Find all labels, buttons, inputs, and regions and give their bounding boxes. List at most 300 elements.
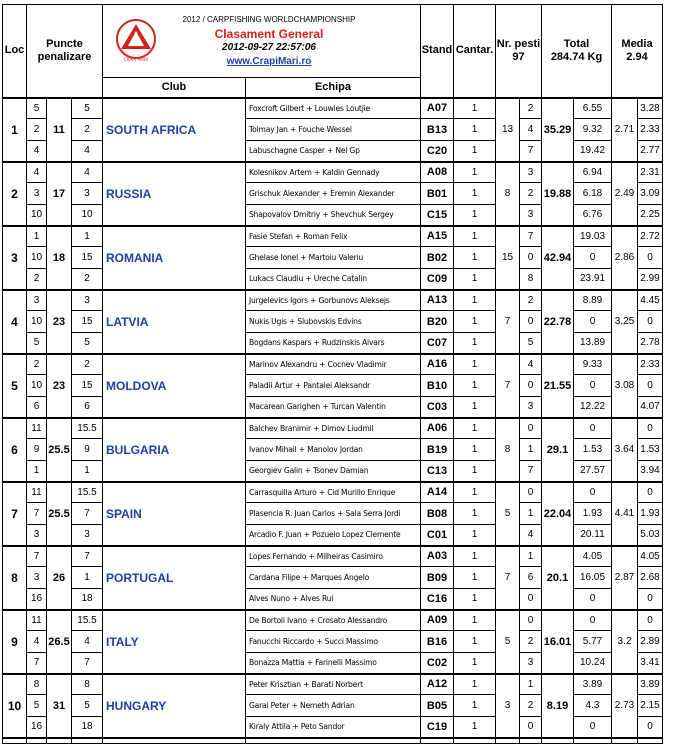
cantar-cell: 1 [454,375,496,397]
table-row [3,610,663,631]
header-echipa: Echipa [246,78,421,98]
cantar-cell: 1 [454,119,496,141]
fish-count: 0 [520,589,542,610]
weight-cell: 12.22 [574,397,612,418]
stand-cell: B08 [421,503,454,525]
team-name: Ghelase Ionel + Martoiu Valeriu [246,247,421,269]
fish-count: 7 [520,141,542,162]
cantar-cell: 1 [454,183,496,205]
title-line2: Clasament General [214,27,324,41]
cantar-cell: 1 [454,162,496,183]
member-points: 7 [72,653,103,674]
table-row [3,290,663,311]
weight-cell: 6.18 [574,183,612,205]
penalty-total: 23 [47,290,72,354]
member-position: 7 [27,546,47,567]
stand-cell: C19 [421,717,454,738]
member-points: 4 [72,141,103,162]
media-total: 3.2 [612,610,638,674]
table-row [3,98,663,119]
rank-cell: 4 [3,290,27,354]
media-total: 2.73 [612,674,638,738]
fish-total: 15 [496,226,520,290]
cantar-cell: 1 [454,333,496,354]
member-points: 15.5 [72,610,103,631]
member-position: 2 [27,354,47,375]
cantar-cell: 1 [454,503,496,525]
club-name: ROMANIA [103,226,246,290]
cantar-cell: 1 [454,546,496,567]
weight-cell: 6.94 [574,162,612,183]
stand-cell: C09 [421,269,454,290]
stand-cell: A15 [421,226,454,247]
avg-cell: 2.25 [638,205,663,226]
crapimari-logo-icon [110,19,162,63]
fish-count: 4 [520,525,542,546]
stand-cell: A03 [421,546,454,567]
avg-cell: 3.09 [638,183,663,205]
cantar-cell: 1 [454,567,496,589]
weight-cell: 8.89 [574,290,612,311]
member-position: 5 [27,98,47,119]
member-position: 10 [27,311,47,333]
fish-count: 1 [520,439,542,461]
weight-cell: 13.89 [574,333,612,354]
weight-cell: 27.57 [574,461,612,482]
stand-cell: A14 [421,482,454,503]
member-position: 10 [27,247,47,269]
member-points: 6 [72,397,103,418]
cantar-cell: 1 [454,311,496,333]
avg-cell: 1.93 [638,503,663,525]
member-points: 15 [72,375,103,397]
cantar-cell: 1 [454,226,496,247]
fish-count: 1 [520,546,542,567]
team-name: Macarean Garighen + Turcan Valentin [246,397,421,418]
fish-count: 2 [520,183,542,205]
member-position: 8 [27,674,47,695]
member-points: 1 [72,567,103,589]
standings-table [2,4,663,744]
empty-cell [612,738,638,744]
cantar-cell: 1 [454,98,496,119]
weight-total: 22.04 [542,482,574,546]
cantar-cell: 1 [454,482,496,503]
weight-cell: 0 [574,311,612,333]
member-position: 10 [27,375,47,397]
cantar-cell: 1 [454,589,496,610]
member-position: 3 [27,183,47,205]
fish-count: 5 [520,333,542,354]
member-points: 7 [72,503,103,525]
fish-count: 2 [520,98,542,119]
empty-cell [246,738,421,744]
media-total: 3.25 [612,290,638,354]
media-total: 3.08 [612,354,638,418]
cantar-cell: 1 [454,695,496,717]
team-name: De Bortoli Ivano + Crosato Alessandro [246,610,421,631]
avg-cell: 0 [638,589,663,610]
weight-total: 21.55 [542,354,574,418]
fish-count: 1 [520,674,542,695]
weight-total: 20.1 [542,546,574,610]
fish-count: 4 [520,119,542,141]
fish-count: 0 [520,247,542,269]
cantar-cell: 1 [454,141,496,162]
member-points: 10 [72,205,103,226]
rank-cell: 3 [3,226,27,290]
stand-cell: B16 [421,631,454,653]
avg-cell: 2.89 [638,631,663,653]
club-name: RUSSIA [103,162,246,226]
media-total: 2.86 [612,226,638,290]
team-name: Bonazza Mattia + Farinelli Massimo [246,653,421,674]
weight-total: 29.1 [542,418,574,482]
member-points: 1 [72,461,103,482]
fish-count: 0 [520,610,542,631]
weight-cell: 1.53 [574,439,612,461]
fish-count: 6 [520,567,542,589]
empty-cell [3,738,27,744]
member-position: 11 [27,418,47,439]
team-name: Labuschagne Casper + Nel Gp [246,141,421,162]
team-name: Peter Krisztian + Barati Norbert [246,674,421,695]
cantar-cell: 1 [454,631,496,653]
empty-cell [421,738,454,744]
team-name: Kolesnikov Artem + Kaldin Gennady [246,162,421,183]
stand-cell: C16 [421,589,454,610]
member-points: 8 [72,674,103,695]
penalty-total: 26 [47,546,72,610]
team-name: Nukis Ugis + Slubovskis Edvins [246,311,421,333]
member-points: 7 [72,546,103,567]
stand-cell: B05 [421,695,454,717]
fish-count: 3 [520,205,542,226]
fish-count: 3 [520,653,542,674]
stand-cell: C03 [421,397,454,418]
table-continuation [3,738,663,744]
avg-cell: 2.72 [638,226,663,247]
weight-cell: 10.24 [574,653,612,674]
cantar-cell: 1 [454,205,496,226]
team-name: Georgiev Galin + Tsonev Damian [246,461,421,482]
weight-cell: 0 [574,482,612,503]
penalty-total: 25.5 [47,418,72,482]
club-name: HUNGARY [103,674,246,738]
weight-cell: 3.89 [574,674,612,695]
header-club: Club [103,78,246,98]
team-name: Cardana Filipe + Marques Angelo [246,567,421,589]
cantar-cell: 1 [454,354,496,375]
weight-cell: 16.05 [574,567,612,589]
penalty-total: 18 [47,226,72,290]
empty-cell [638,738,663,744]
avg-cell: 2.31 [638,162,663,183]
weight-cell: 9.32 [574,119,612,141]
stand-cell: B02 [421,247,454,269]
rank-cell: 2 [3,162,27,226]
avg-cell: 2.77 [638,141,663,162]
cantar-cell: 1 [454,610,496,631]
cantar-cell: 1 [454,247,496,269]
rank-cell: 1 [3,98,27,162]
stand-cell: C20 [421,141,454,162]
stand-cell: B20 [421,311,454,333]
avg-cell: 5.03 [638,525,663,546]
team-name: Fanucchi Riccardo + Succi Massimo [246,631,421,653]
fish-count: 0 [520,311,542,333]
team-name: Garai Peter + Nemeth Adrian [246,695,421,717]
fish-count: 1 [520,503,542,525]
team-name: Alves Nuno + Alves Rui [246,589,421,610]
title-line1: 2012 / CARPFISHING WORLDCHAMPIONSHIP [182,15,356,24]
table-row [3,162,663,183]
cantar-cell: 1 [454,653,496,674]
member-position: 2 [27,269,47,290]
member-points: 4 [72,631,103,653]
penalty-total: 31 [47,674,72,738]
fish-count: 2 [520,290,542,311]
stand-cell: B01 [421,183,454,205]
club-name: SPAIN [103,482,246,546]
member-points: 9 [72,439,103,461]
member-points: 15.5 [72,482,103,503]
cantar-cell: 1 [454,525,496,546]
media-total: 2.87 [612,546,638,610]
avg-cell: 2.99 [638,269,663,290]
member-position: 2 [27,119,47,141]
weight-cell: 0 [574,418,612,439]
empty-cell [454,738,496,744]
title-link[interactable]: www.CrapiMari.ro [226,56,312,67]
team-name: Foxcroft Gilbert + Louwies Loutjie [246,98,421,119]
fish-total: 8 [496,162,520,226]
cantar-cell: 1 [454,290,496,311]
avg-cell: 0 [638,375,663,397]
avg-cell: 0 [638,247,663,269]
member-points: 2 [72,119,103,141]
member-points: 1 [72,226,103,247]
cantar-cell: 1 [454,674,496,695]
weight-total: 8.19 [542,674,574,738]
team-name: Marinov Alexandru + Cocnev Vladimir [246,354,421,375]
fish-total: 7 [496,546,520,610]
stand-cell: A16 [421,354,454,375]
member-points: 15 [72,247,103,269]
fish-count: 7 [520,226,542,247]
team-name: Plasencia R. Juan Carlos + Sala Serra Jordi [246,503,421,525]
member-points: 4 [72,162,103,183]
member-position: 1 [27,226,47,247]
header-nr-pesti: Nr. pesti 97 [496,5,542,98]
penalty-total: 17 [47,162,72,226]
stand-cell: B10 [421,375,454,397]
member-position: 4 [27,141,47,162]
avg-cell: 2.15 [638,695,663,717]
empty-cell [496,738,520,744]
team-name: Shapovalov Dmitriy + Shevchuk Sergey [246,205,421,226]
rank-cell: 10 [3,674,27,738]
member-position: 3 [27,525,47,546]
header-stand: Stand [421,5,454,98]
member-position: 4 [27,631,47,653]
team-name: Lopes Fernando + Milheiras Casimiro [246,546,421,567]
penalty-total: 23 [47,354,72,418]
club-name: SOUTH AFRICA [103,98,246,162]
weight-cell: 0 [574,610,612,631]
team-name: Grischuk Alexander + Eremin Alexander [246,183,421,205]
cantar-cell: 1 [454,269,496,290]
fish-count: 3 [520,397,542,418]
avg-cell: 4.07 [638,397,663,418]
empty-cell [103,738,246,744]
member-points: 15.5 [72,418,103,439]
stand-cell: B19 [421,439,454,461]
weight-cell: 6.55 [574,98,612,119]
fish-count: 4 [520,354,542,375]
weight-cell: 20.11 [574,525,612,546]
empty-cell [47,738,72,744]
rank-cell: 8 [3,546,27,610]
stand-cell: B13 [421,119,454,141]
stand-cell: A06 [421,418,454,439]
member-points: 5 [72,333,103,354]
header-media: Media 2.94 [612,5,663,98]
empty-cell [520,738,542,744]
fish-total: 7 [496,290,520,354]
avg-cell: 3.89 [638,674,663,695]
avg-cell: 2.68 [638,567,663,589]
header-loc: Loc [3,5,27,98]
weight-cell: 23.91 [574,269,612,290]
member-position: 6 [27,397,47,418]
team-name: Carrasquilla Arturo + Cid Murillo Enrique [246,482,421,503]
team-name: Ivanov Mihail + Manolov Jordan [246,439,421,461]
fish-total: 8 [496,418,520,482]
fish-count: 0 [520,375,542,397]
weight-total: 19.88 [542,162,574,226]
media-total: 2.49 [612,162,638,226]
weight-cell: 4.3 [574,695,612,717]
fish-count: 2 [520,695,542,717]
logo-text: CRAPI MARI [123,57,148,62]
empty-cell [574,738,612,744]
weight-cell: 0 [574,589,612,610]
member-points: 18 [72,717,103,738]
title-block [103,5,421,78]
empty-cell [72,738,103,744]
weight-cell: 19.03 [574,226,612,247]
title-line3: 2012-09-27 22:57:06 [222,42,316,53]
team-name: Lukacs Claudiu + Ureche Catalin [246,269,421,290]
fish-count: 0 [520,418,542,439]
cantar-cell: 1 [454,418,496,439]
stand-cell: A13 [421,290,454,311]
fish-total: 3 [496,674,520,738]
member-points: 3 [72,183,103,205]
stand-cell: B09 [421,567,454,589]
weight-cell: 5.77 [574,631,612,653]
team-name: Balchev Branimir + Dimov Liudmil [246,418,421,439]
fish-count: 8 [520,269,542,290]
member-position: 10 [27,205,47,226]
fish-total: 5 [496,482,520,546]
member-position: 1 [27,461,47,482]
table-row [3,418,663,439]
team-name: Kiraly Attila + Peto Sandor [246,717,421,738]
team-name: Paladii Artur + Pantalei Aleksandr [246,375,421,397]
table-row [3,674,663,695]
rank-cell: 6 [3,418,27,482]
member-position: 7 [27,653,47,674]
avg-cell: 0 [638,717,663,738]
stand-cell: C15 [421,205,454,226]
team-name: Jurgelevics Igors + Gorbunovs Aleksejs [246,290,421,311]
rank-cell: 5 [3,354,27,418]
table-row [3,546,663,567]
member-position: 16 [27,717,47,738]
header-total: Total 284.74 Kg [542,5,612,98]
penalty-total: 26.5 [47,610,72,674]
avg-cell: 0 [638,311,663,333]
avg-cell: 2.78 [638,333,663,354]
table-row [3,226,663,247]
fish-count: 0 [520,717,542,738]
avg-cell: 3.41 [638,653,663,674]
penalty-total: 25.5 [47,482,72,546]
member-position: 7 [27,503,47,525]
weight-cell: 0 [574,247,612,269]
weight-cell: 4.05 [574,546,612,567]
rank-cell: 9 [3,610,27,674]
member-position: 3 [27,290,47,311]
team-name: Arcadio F. Juan + Pozuelo Lopez Clemente [246,525,421,546]
team-name: Bogdans Kaspars + Rudzinskis Aivars [246,333,421,354]
member-points: 3 [72,290,103,311]
fish-count: 0 [520,482,542,503]
stand-cell: C01 [421,525,454,546]
member-points: 5 [72,98,103,119]
avg-cell: 2.33 [638,119,663,141]
fish-count: 3 [520,162,542,183]
avg-cell: 4.45 [638,290,663,311]
weight-total: 35.29 [542,98,574,162]
header-cantar: Cantar. [454,5,496,98]
fish-count: 7 [520,461,542,482]
weight-cell: 1.93 [574,503,612,525]
stand-cell: A08 [421,162,454,183]
member-position: 9 [27,439,47,461]
team-name: Tolmay Jan + Fouche Wessel [246,119,421,141]
member-position: 11 [27,610,47,631]
weight-total: 16.01 [542,610,574,674]
member-points: 2 [72,269,103,290]
cantar-cell: 1 [454,717,496,738]
member-points: 5 [72,695,103,717]
fish-total: 5 [496,610,520,674]
weight-cell: 0 [574,717,612,738]
header-puncte: Puncte penalizare [27,5,103,98]
weight-cell: 6.76 [574,205,612,226]
stand-cell: C13 [421,461,454,482]
avg-cell: 0 [638,418,663,439]
team-name: Fasie Stefan + Roman Felix [246,226,421,247]
avg-cell: 3.94 [638,461,663,482]
media-total: 4.41 [612,482,638,546]
weight-cell: 0 [574,375,612,397]
member-position: 4 [27,162,47,183]
fish-count: 2 [520,631,542,653]
